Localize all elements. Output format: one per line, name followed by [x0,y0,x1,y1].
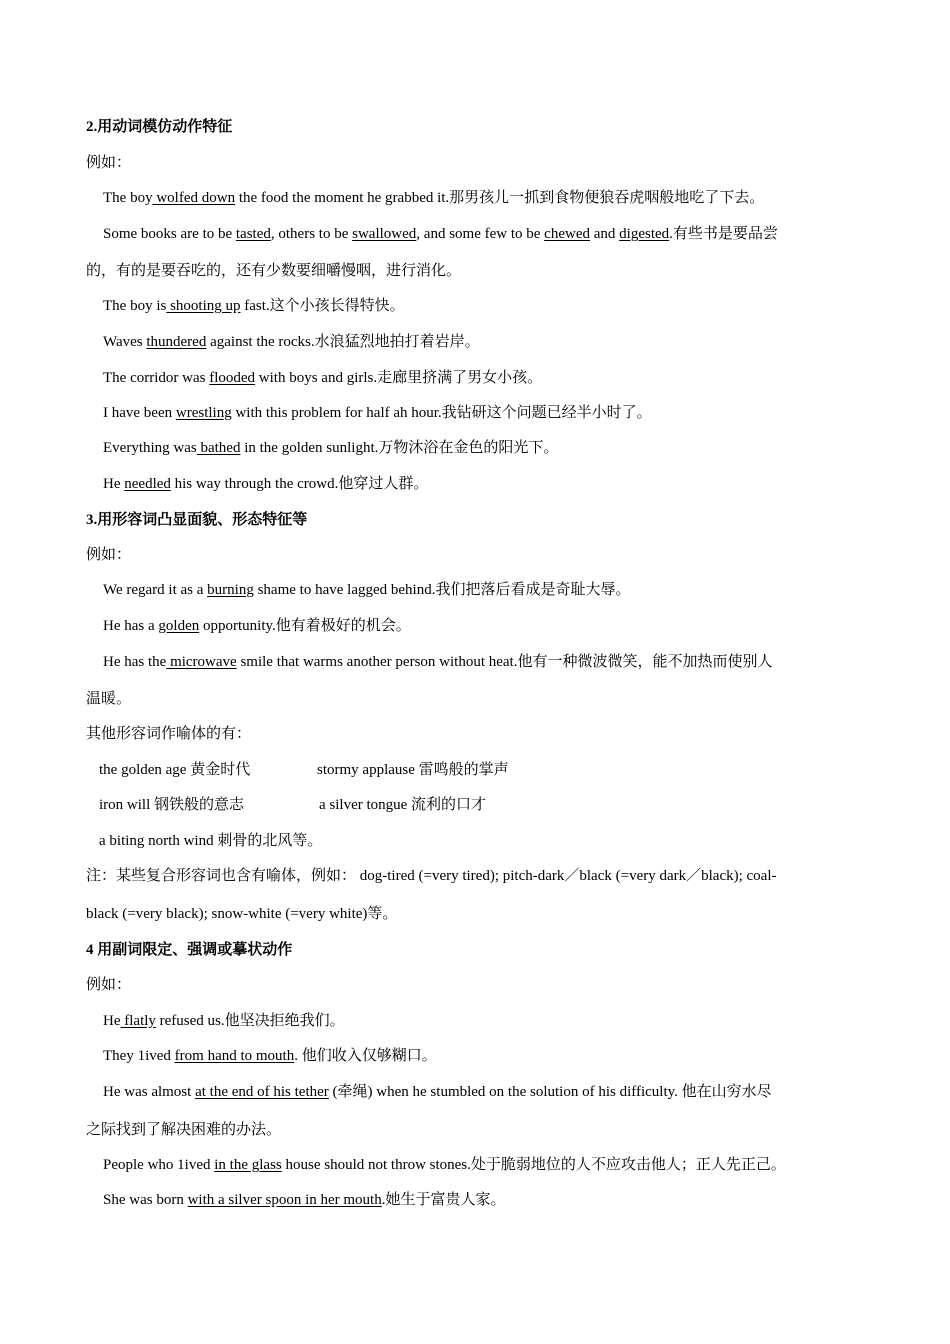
text: , and some few to be [416,226,545,242]
underlined-phrase: wolfed down [152,190,236,206]
text: shame to have lagged behind.我们把落后看成是奇耻大辱。 [253,582,631,598]
sentence [103,188,764,208]
text: against the rocks.水浪猛烈地拍打着岩岸。 [206,334,480,350]
sentence [103,1155,786,1175]
sentence [103,580,630,600]
text: People who 1ived [103,1157,215,1173]
section-2-example-label: 例如： [86,155,132,171]
sentence-continuation: 温暖。 [86,691,132,707]
sentence [103,474,428,494]
example-phrase: a silver tongue 流利的口才 [319,797,487,813]
underlined-phrase: at the end of his tether [195,1084,329,1100]
text: the food the moment he grabbed it.那男孩儿一抓到食物便狼吞虎咽般地吃了下去。 [235,190,765,206]
underlined-phrase: flooded [209,370,256,386]
sentence [103,224,778,244]
underlined-phrase: bathed [196,440,241,456]
text: The boy [103,190,153,206]
text: .有些书是要品尝 [669,226,778,242]
text: opportunity.他有着极好的机会。 [199,618,411,634]
text: He [103,1013,121,1029]
text: He has a [103,618,159,634]
text: I have been [103,405,176,421]
text: refused us.他坚决拒绝我们。 [155,1013,345,1029]
text: smile that warms another person without heat.他有一种微波微笑，能不加热而使别人 [236,654,773,670]
sentence [103,368,542,388]
text: Waves [103,334,147,350]
example-phrase: iron will 钢铁般的意志 [99,797,244,813]
text: The corridor was [103,370,210,386]
example-phrase: a biting north wind 刺骨的北风等。 [99,833,323,849]
sentence [103,1190,506,1210]
text: his way through the crowd.他穿过人群。 [170,476,429,492]
underlined-phrase: golden [158,618,200,634]
sentence [103,1046,437,1066]
text: in the golden sunlight.万物沐浴在金色的阳光下。 [240,440,559,456]
text: . 他们收入仅够糊口。 [294,1048,437,1064]
sentence [103,1082,772,1102]
example-phrase: stormy applause 雷鸣般的掌声 [317,762,509,778]
text: Some books are to be [103,226,236,242]
section-4-heading: 4 用副词限定、强调或摹状动作 [86,942,293,958]
sentence [103,403,652,423]
underlined-phrase: swallowed [352,226,417,242]
underlined-phrase: in the glass [214,1157,282,1173]
section-2-heading: 2.用动词模仿动作特征 [86,119,233,135]
underlined-phrase: from hand to mouth [174,1048,295,1064]
underlined-phrase: with a silver spoon in her mouth [187,1192,382,1208]
section-3-example-label: 例如： [86,547,132,563]
text: He was almost [103,1084,196,1100]
underlined-phrase: shooting up [166,298,241,314]
text: The boy is [103,298,167,314]
underlined-phrase: tasted [235,226,271,242]
example-phrase: the golden age 黄金时代 [99,762,251,778]
text: She was born [103,1192,188,1208]
text: He [103,476,125,492]
section-4-example-label: 例如： [86,977,132,993]
note-continuation: black (=very black); snow-white (=very white)等。 [86,906,398,922]
others-label: 其他形容词作喻体的有： [86,726,252,742]
underlined-phrase: needled [124,476,171,492]
text: and [589,226,620,242]
note: 注：某些复合形容词也含有喻体，例如： dog-tired (=very tired); pitch-dark／black (=very dark／black); coal- [86,868,777,884]
text: They 1ived [103,1048,175,1064]
text: fast.这个小孩长得特快。 [240,298,405,314]
sentence [103,652,772,672]
sentence [103,332,480,352]
underlined-phrase: chewed [544,226,590,242]
text: with boys and girls.走廊里挤满了男女小孩。 [255,370,543,386]
text: He has the [103,654,167,670]
text: Everything was [103,440,197,456]
underlined-phrase: digested [619,226,670,242]
sentence-continuation: 的，有的是要吞吃的，还有少数要细嚼慢咽，进行消化。 [86,263,462,279]
text: house should not throw stones.处于脆弱地位的人不应攻击他人；正人先正己。 [281,1157,786,1173]
sentence [103,616,411,636]
underlined-phrase: microwave [166,654,237,670]
underlined-phrase: burning [207,582,254,598]
underlined-phrase: wrestling [175,405,232,421]
text: , others to be [270,226,353,242]
sentence-continuation: 之际找到了解决困难的办法。 [86,1122,282,1138]
text: (牵绳) when he stumbled on the solution of his difficulty. 他在山穷水尽 [328,1084,772,1100]
text: with this problem for half ah hour.我钻研这个问题已经半小时了。 [231,405,652,421]
underlined-phrase: thundered [146,334,207,350]
text: .她生于富贵人家。 [381,1192,506,1208]
section-3-heading: 3.用形容词凸显面貌、形态特征等 [86,512,308,528]
sentence [103,296,405,316]
text: We regard it as a [103,582,208,598]
underlined-phrase: flatly [120,1013,156,1029]
sentence [103,438,558,458]
sentence [103,1011,345,1031]
